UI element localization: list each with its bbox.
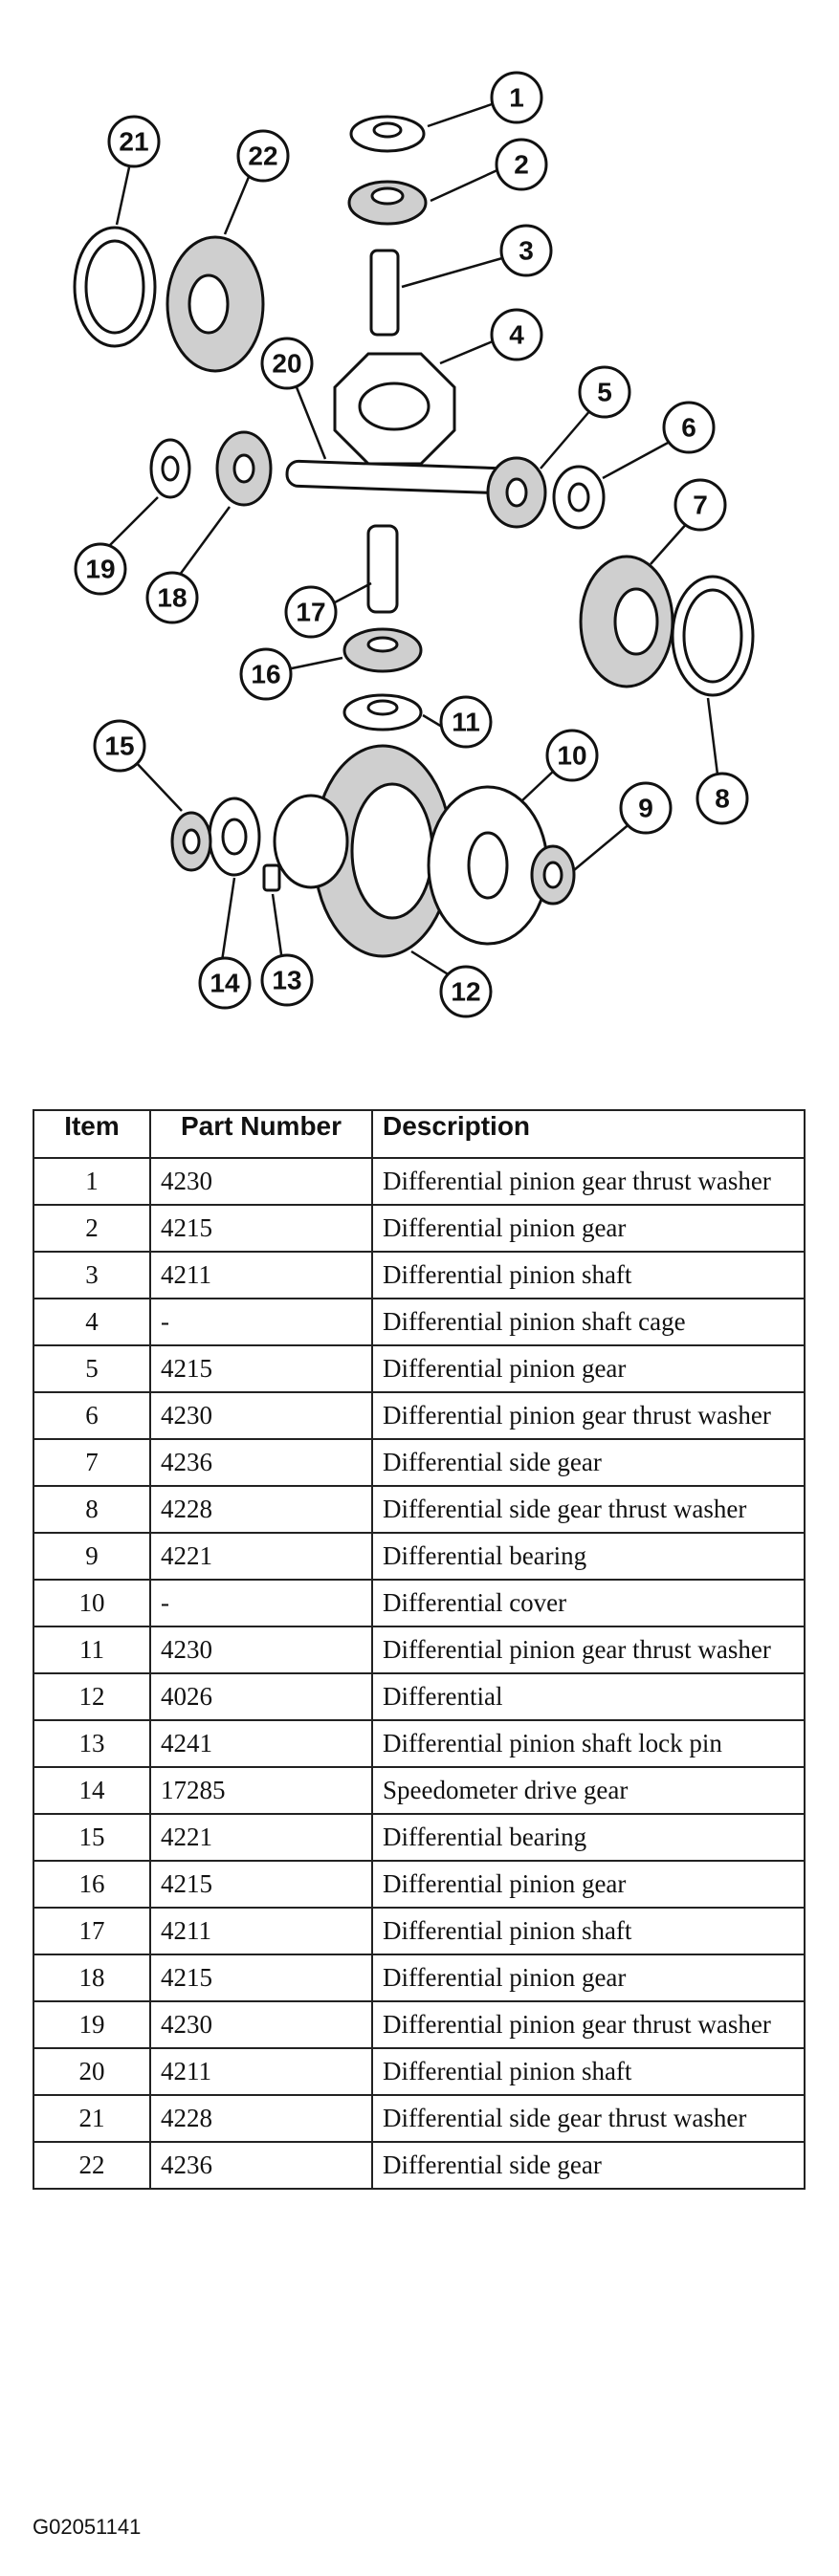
parts-table-body	[33, 1158, 805, 2189]
callout-15	[95, 721, 144, 771]
table-row	[33, 1861, 805, 1908]
item-cell: 2	[33, 1205, 150, 1252]
callout-8	[697, 774, 747, 823]
callout-16-label: 16	[251, 659, 281, 689]
callout-1-label: 1	[509, 82, 524, 113]
callout-21	[109, 117, 159, 166]
item-cell: 7	[33, 1439, 150, 1486]
header-item: Item	[33, 1110, 150, 1158]
description-cell: Differential side gear thrust washer	[372, 2095, 805, 2142]
table-row	[33, 1158, 805, 1205]
part-number-cell: 4211	[150, 2048, 372, 2095]
callout-19	[76, 544, 125, 594]
exploded-view-diagram	[0, 0, 839, 1052]
description-cell: Differential pinion gear thrust washer	[372, 1392, 805, 1439]
callout-20-label: 20	[272, 348, 302, 379]
callout-19-label: 19	[85, 554, 116, 584]
table-row	[33, 1205, 805, 1252]
callout-10-label: 10	[557, 740, 587, 771]
table-row	[33, 1626, 805, 1673]
table-row	[33, 1814, 805, 1861]
part-20-shaft	[287, 461, 508, 493]
callout-4-label: 4	[509, 319, 524, 350]
callout-17-label: 17	[296, 597, 326, 627]
callout-10	[547, 731, 597, 780]
part-number-cell: 4230	[150, 1626, 372, 1673]
description-cell: Speedometer drive gear	[372, 1767, 805, 1814]
item-cell: 20	[33, 2048, 150, 2095]
item-cell: 15	[33, 1814, 150, 1861]
description-cell: Differential pinion gear thrust washer	[372, 2001, 805, 2048]
description-cell: Differential pinion shaft	[372, 2048, 805, 2095]
callout-6-label: 6	[681, 412, 696, 443]
callout-8-label: 8	[715, 783, 730, 814]
item-cell: 10	[33, 1580, 150, 1626]
part-number-cell: 4236	[150, 1439, 372, 1486]
part-number-cell: 4230	[150, 2001, 372, 2048]
part-number-cell: 4215	[150, 1861, 372, 1908]
description-cell: Differential side gear	[372, 2142, 805, 2189]
callout-5	[580, 367, 629, 417]
callout-18	[147, 573, 197, 622]
description-cell: Differential pinion gear thrust washer	[372, 1626, 805, 1673]
part-number-cell: 4215	[150, 1345, 372, 1392]
callout-18-label: 18	[157, 582, 188, 613]
item-cell: 17	[33, 1908, 150, 1954]
description-cell: Differential bearing	[372, 1533, 805, 1580]
part-number-cell: 4228	[150, 1486, 372, 1533]
part-number-cell: 4241	[150, 1720, 372, 1767]
part-number-cell: 4211	[150, 1908, 372, 1954]
callout-2-label: 2	[514, 149, 529, 180]
part-number-cell: -	[150, 1580, 372, 1626]
callout-11	[441, 697, 491, 747]
part-13-pin	[264, 865, 279, 890]
callout-22-label: 22	[248, 141, 278, 171]
callout-20	[262, 338, 312, 388]
item-cell: 9	[33, 1533, 150, 1580]
callout-5-label: 5	[597, 377, 612, 407]
description-cell: Differential pinion gear	[372, 1954, 805, 2001]
description-cell: Differential pinion shaft	[372, 1252, 805, 1299]
item-cell: 11	[33, 1626, 150, 1673]
callout-1	[492, 73, 541, 122]
callout-15-label: 15	[104, 731, 135, 761]
item-cell: 18	[33, 1954, 150, 2001]
description-cell: Differential pinion gear thrust washer	[372, 1158, 805, 1205]
part-number-cell: 4221	[150, 1533, 372, 1580]
description-cell: Differential pinion shaft cage	[372, 1299, 805, 1345]
description-cell: Differential pinion shaft lock pin	[372, 1720, 805, 1767]
table-row	[33, 1533, 805, 1580]
item-cell: 21	[33, 2095, 150, 2142]
description-cell: Differential bearing	[372, 1814, 805, 1861]
callout-6	[664, 403, 714, 452]
item-cell: 16	[33, 1861, 150, 1908]
item-cell: 6	[33, 1392, 150, 1439]
callout-7	[675, 480, 725, 530]
table-row	[33, 1345, 805, 1392]
item-cell: 3	[33, 1252, 150, 1299]
table-row	[33, 1392, 805, 1439]
part-number-cell: 4236	[150, 2142, 372, 2189]
callout-14	[200, 958, 250, 1008]
part-number-cell: 4230	[150, 1158, 372, 1205]
callout-13-label: 13	[272, 965, 302, 995]
table-row	[33, 2142, 805, 2189]
callout-13	[262, 955, 312, 1005]
figure-code: G02051141	[33, 2515, 142, 2539]
table-row	[33, 1720, 805, 1767]
part-number-cell: 4230	[150, 1392, 372, 1439]
item-cell: 13	[33, 1720, 150, 1767]
item-cell: 12	[33, 1673, 150, 1720]
callout-11-label: 11	[452, 707, 480, 737]
item-cell: 4	[33, 1299, 150, 1345]
parts-table	[33, 1109, 806, 2190]
description-cell: Differential pinion gear	[372, 1861, 805, 1908]
callout-22	[238, 131, 288, 181]
callout-3	[501, 226, 551, 275]
description-cell: Differential pinion shaft	[372, 1908, 805, 1954]
part-3-shaft	[371, 251, 398, 335]
callout-14-label: 14	[210, 968, 240, 998]
table-row	[33, 1673, 805, 1720]
callout-12-label: 12	[451, 976, 481, 1007]
table-row	[33, 2048, 805, 2095]
callout-21-label: 21	[119, 126, 149, 157]
callout-16	[241, 649, 291, 699]
item-cell: 14	[33, 1767, 150, 1814]
description-cell: Differential pinion gear	[372, 1345, 805, 1392]
table-row	[33, 2001, 805, 2048]
item-cell: 8	[33, 1486, 150, 1533]
table-row	[33, 1439, 805, 1486]
table-row	[33, 1486, 805, 1533]
table-row	[33, 2095, 805, 2142]
part-number-cell: 17285	[150, 1767, 372, 1814]
part-number-cell: -	[150, 1299, 372, 1345]
table-row	[33, 1767, 805, 1814]
description-cell: Differential side gear thrust washer	[372, 1486, 805, 1533]
part-number-cell: 4026	[150, 1673, 372, 1720]
table-row	[33, 1908, 805, 1954]
part-number-cell: 4221	[150, 1814, 372, 1861]
table-row	[33, 1252, 805, 1299]
table-row	[33, 1580, 805, 1626]
description-cell: Differential cover	[372, 1580, 805, 1626]
table-row	[33, 1954, 805, 2001]
table-row	[33, 1299, 805, 1345]
callout-3-label: 3	[519, 235, 534, 266]
header-part-number: Part Number	[150, 1110, 372, 1158]
part-number-cell: 4211	[150, 1252, 372, 1299]
callout-12	[441, 967, 491, 1016]
item-cell: 1	[33, 1158, 150, 1205]
part-number-cell: 4215	[150, 1954, 372, 2001]
item-cell: 22	[33, 2142, 150, 2189]
item-cell: 19	[33, 2001, 150, 2048]
part-17-shaft	[368, 526, 397, 612]
callout-4	[492, 310, 541, 360]
description-cell: Differential side gear	[372, 1439, 805, 1486]
part-number-cell: 4215	[150, 1205, 372, 1252]
parts-table-header	[33, 1110, 805, 1158]
callout-2	[497, 140, 546, 189]
header-row	[33, 1110, 805, 1158]
description-cell: Differential	[372, 1673, 805, 1720]
callout-17	[286, 587, 336, 637]
part-number-cell: 4228	[150, 2095, 372, 2142]
description-cell: Differential pinion gear	[372, 1205, 805, 1252]
callout-9-label: 9	[638, 793, 653, 823]
item-cell: 5	[33, 1345, 150, 1392]
callout-9	[621, 783, 671, 833]
callout-7-label: 7	[693, 490, 708, 520]
header-description: Description	[372, 1110, 805, 1158]
